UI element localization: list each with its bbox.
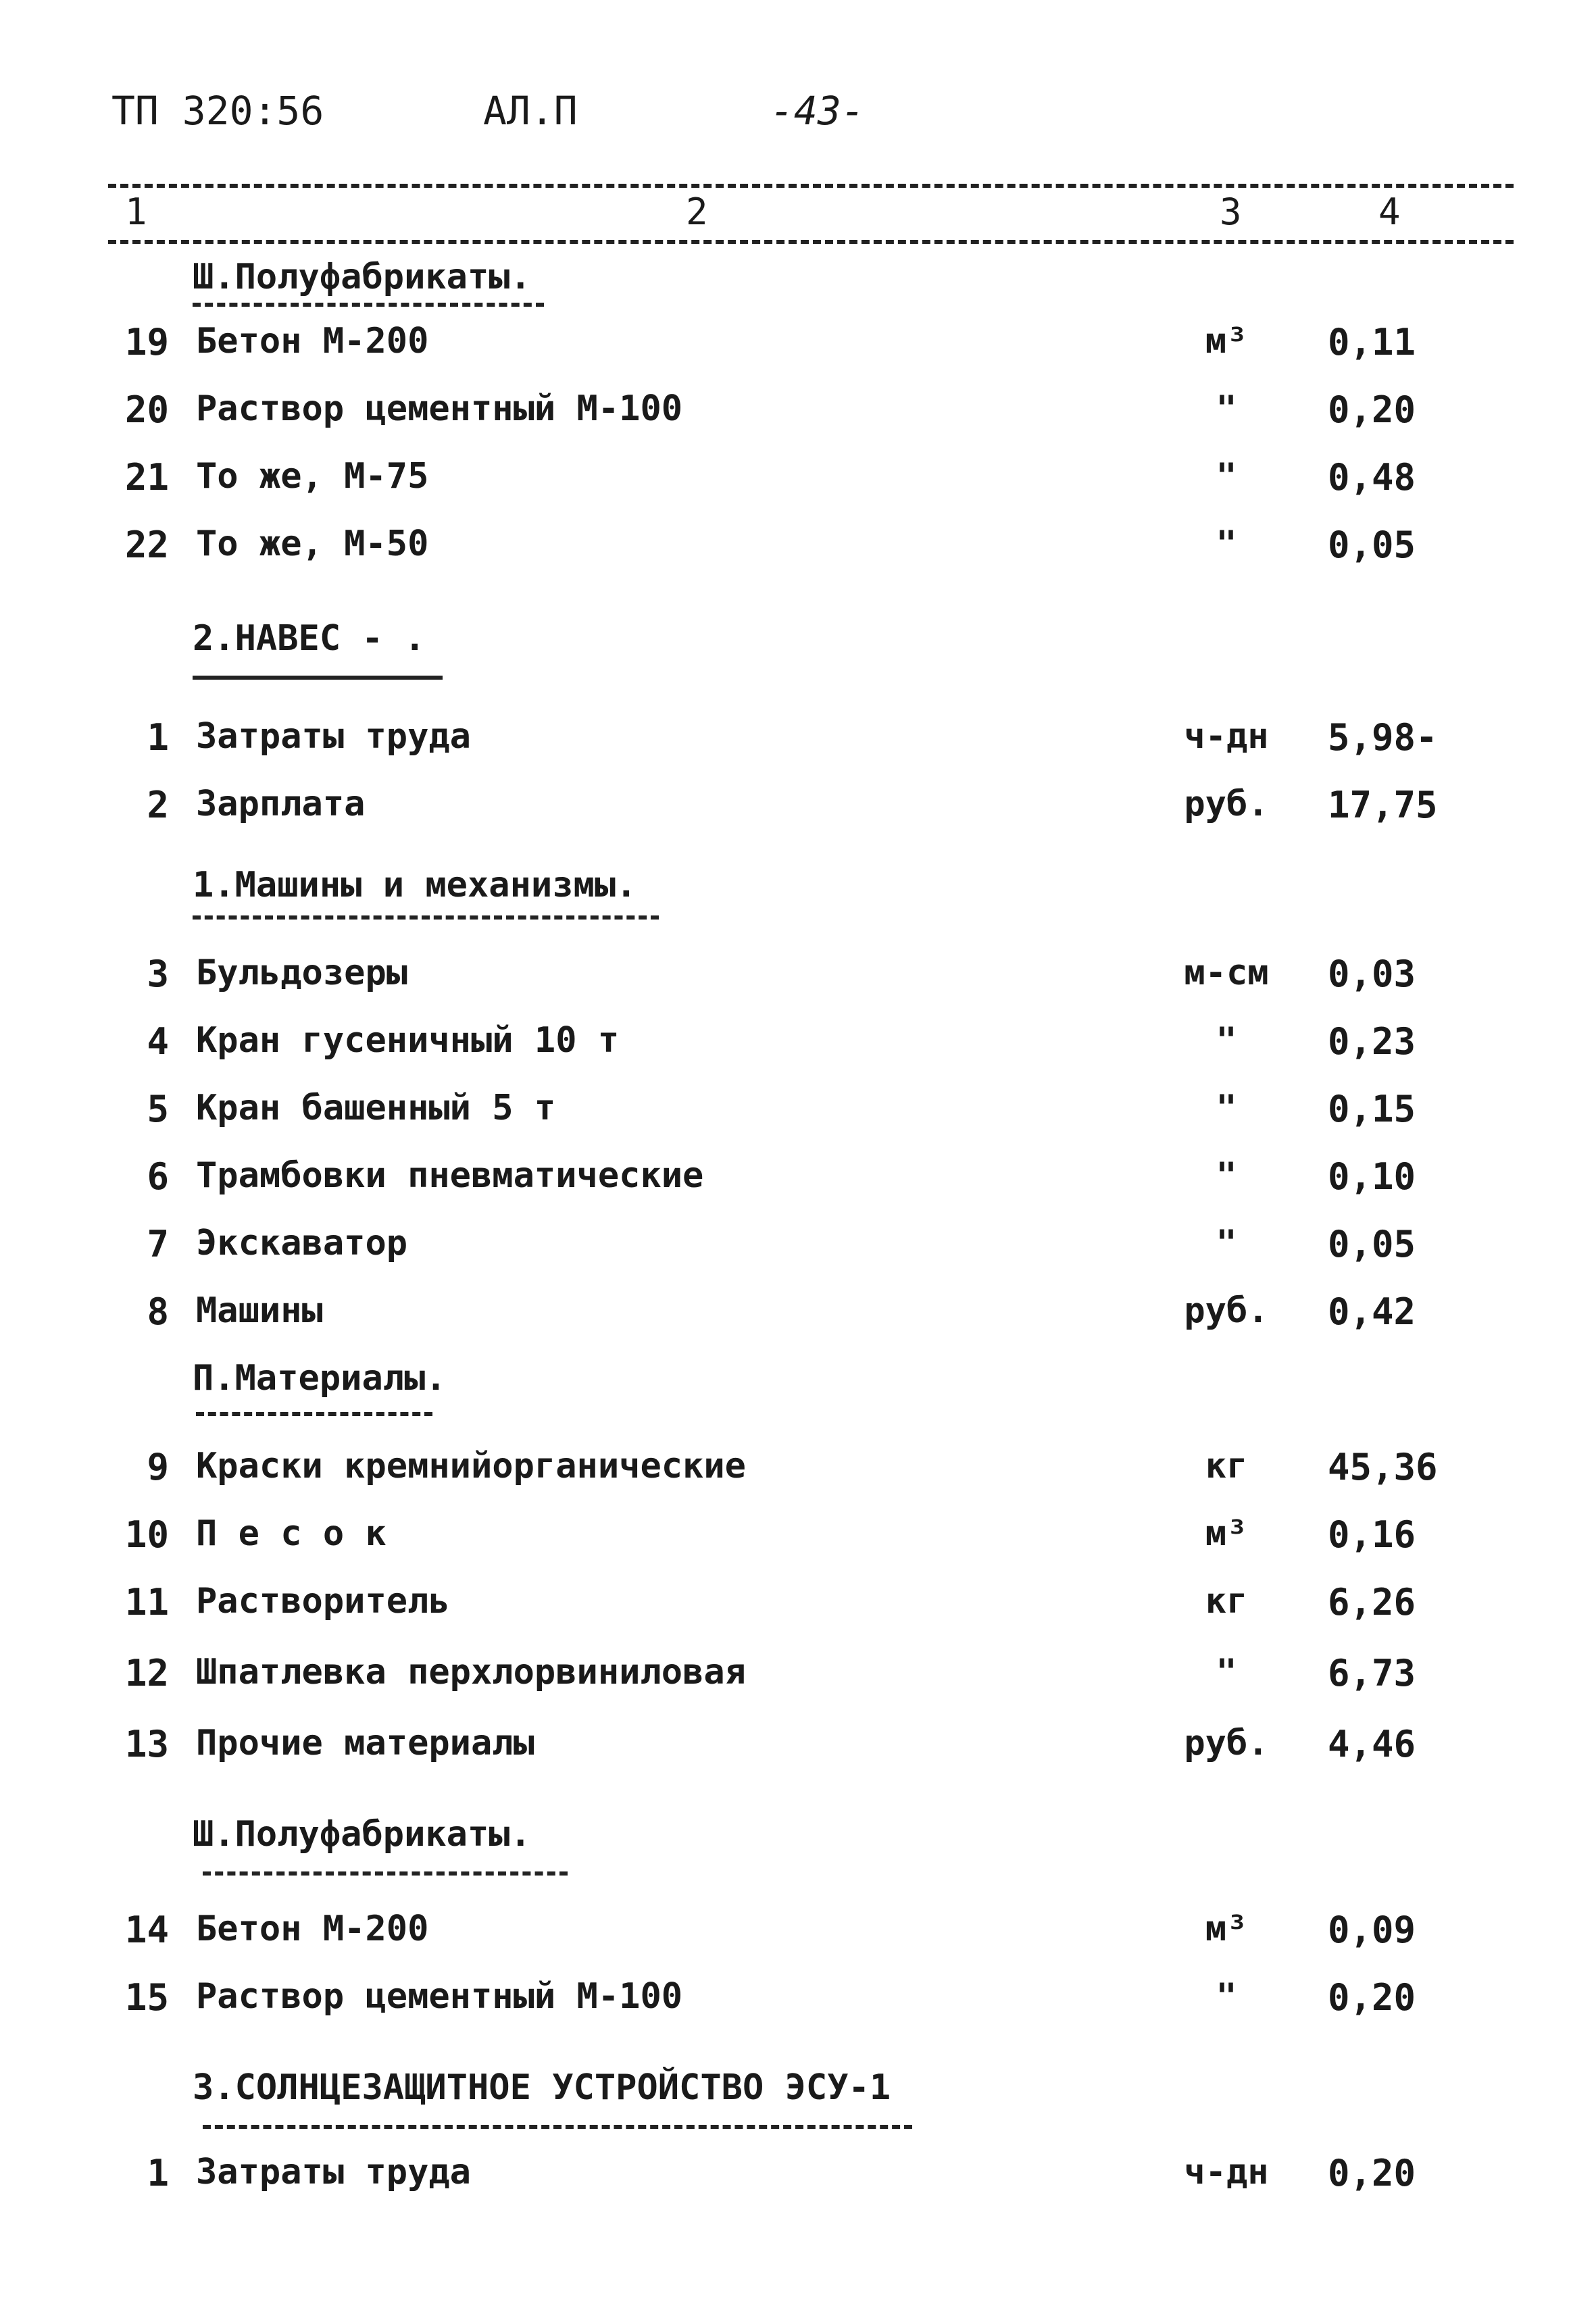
row-unit: " <box>1216 1223 1237 1263</box>
row-number: 11 <box>124 1581 169 1624</box>
row-name: Трамбовки пневматические <box>196 1155 704 1196</box>
row-name: Бетон М-200 <box>196 321 429 361</box>
row-name: Кран гусеничный 10 т <box>196 1020 620 1061</box>
row-number: 8 <box>147 1290 169 1333</box>
row-unit: руб. <box>1184 1723 1269 1763</box>
row-unit: " <box>1216 1020 1237 1061</box>
row-value: 45,36 <box>1328 1446 1438 1488</box>
row-unit: м³ <box>1205 1909 1248 1949</box>
row-value: 0,05 <box>1328 1223 1416 1265</box>
section-title: Ш.Полуфабрикаты. <box>193 257 531 297</box>
row-name: Экскаватор <box>196 1223 408 1263</box>
section-title: 2.НАВЕС - . <box>193 618 426 659</box>
section-underline <box>196 1412 432 1416</box>
row-number: 2 <box>147 784 169 826</box>
row-value: 0,20 <box>1328 1976 1416 2019</box>
row-value: 0,20 <box>1328 388 1416 431</box>
row-value: 0,23 <box>1328 1020 1416 1063</box>
row-number: 12 <box>124 1652 169 1694</box>
row-unit: руб. <box>1184 1290 1269 1331</box>
row-unit: " <box>1216 456 1237 497</box>
row-unit: ч-дн <box>1184 2152 1269 2192</box>
section-underline <box>203 1871 568 1876</box>
table-row <box>0 524 1596 578</box>
row-value: 6,73 <box>1328 1652 1416 1694</box>
row-unit: " <box>1216 1088 1237 1128</box>
row-number: 9 <box>147 1446 169 1488</box>
row-value: 0,11 <box>1328 321 1416 363</box>
table-row <box>0 2152 1596 2206</box>
table-row <box>0 1155 1596 1209</box>
row-number: 19 <box>124 321 169 363</box>
section-underline <box>193 915 659 920</box>
table-header-rule <box>108 240 1514 244</box>
row-name: Шпатлевка перхлорвиниловая <box>196 1652 746 1692</box>
row-value: 0,20 <box>1328 2152 1416 2194</box>
page-number: -43- <box>770 88 865 134</box>
row-name: Растворитель <box>196 1581 450 1621</box>
row-name: Краски кремнийорганические <box>196 1446 746 1486</box>
section-title: П.Материалы. <box>193 1358 447 1399</box>
row-name: Затраты труда <box>196 2152 471 2192</box>
row-name: Раствор цементный М-100 <box>196 1976 683 2017</box>
row-number: 20 <box>124 388 169 431</box>
row-unit: " <box>1216 524 1237 564</box>
row-number: 4 <box>147 1020 169 1063</box>
row-number: 13 <box>124 1723 169 1765</box>
table-row <box>0 1513 1596 1567</box>
row-number: 7 <box>147 1223 169 1265</box>
row-number: 22 <box>124 524 169 566</box>
table-row <box>0 1723 1596 1777</box>
table-row <box>0 1652 1596 1706</box>
row-value: 0,48 <box>1328 456 1416 499</box>
column-header-3: 3 <box>1220 191 1242 233</box>
row-unit: м³ <box>1205 321 1248 361</box>
table-top-rule <box>108 184 1514 188</box>
section-title: 1.Машины и механизмы. <box>193 865 637 905</box>
section-underline <box>203 2125 912 2129</box>
row-value: 0,15 <box>1328 1088 1416 1130</box>
column-header-4: 4 <box>1378 191 1401 233</box>
table-row <box>0 1581 1596 1635</box>
row-number: 14 <box>124 1909 169 1951</box>
table-row <box>0 716 1596 770</box>
table-row <box>0 1976 1596 2030</box>
table-row <box>0 1020 1596 1074</box>
row-unit: м-см <box>1184 953 1269 993</box>
row-name: Прочие материалы <box>196 1723 534 1763</box>
row-unit: руб. <box>1184 784 1269 824</box>
column-header-1: 1 <box>125 191 147 233</box>
row-value: 0,16 <box>1328 1513 1416 1556</box>
row-number: 6 <box>147 1155 169 1198</box>
row-value: 0,09 <box>1328 1909 1416 1951</box>
row-name: То же, М-50 <box>196 524 429 564</box>
row-number: 10 <box>124 1513 169 1556</box>
row-value: 4,46 <box>1328 1723 1416 1765</box>
row-value: 6,26 <box>1328 1581 1416 1624</box>
document-code: ТП 320:56 <box>111 88 324 134</box>
row-unit: ч-дн <box>1184 716 1269 757</box>
table-row <box>0 1909 1596 1963</box>
table-row <box>0 1446 1596 1500</box>
row-value: 0,10 <box>1328 1155 1416 1198</box>
row-value: 0,03 <box>1328 953 1416 995</box>
table-row <box>0 1223 1596 1277</box>
row-name: Раствор цементный М-100 <box>196 388 683 429</box>
row-number: 1 <box>147 2152 169 2194</box>
row-name: Зарплата <box>196 784 366 824</box>
row-unit: " <box>1216 388 1237 429</box>
table-row <box>0 784 1596 838</box>
row-name: Бульдозеры <box>196 953 408 993</box>
row-unit: м³ <box>1205 1513 1248 1554</box>
row-value: 0,05 <box>1328 524 1416 566</box>
row-unit: " <box>1216 1155 1237 1196</box>
row-value: 0,42 <box>1328 1290 1416 1333</box>
column-header-2: 2 <box>686 191 708 233</box>
section-title: Ш.Полуфабрикаты. <box>193 1814 531 1855</box>
table-row <box>0 1088 1596 1142</box>
table-row <box>0 321 1596 375</box>
row-unit: " <box>1216 1652 1237 1692</box>
row-name: Затраты труда <box>196 716 471 757</box>
row-value: 17,75 <box>1328 784 1438 826</box>
row-value: 5,98- <box>1328 716 1438 759</box>
row-unit: " <box>1216 1976 1237 2017</box>
row-number: 21 <box>124 456 169 499</box>
album-code: АЛ.П <box>483 88 578 134</box>
row-name: П е с о к <box>196 1513 386 1554</box>
row-name: Бетон М-200 <box>196 1909 429 1949</box>
row-number: 1 <box>147 716 169 759</box>
section-title: 3.СОЛНЦЕЗАЩИТНОЕ УСТРОЙСТВО ЭСУ-1 <box>193 2067 891 2108</box>
row-name: Кран башенный 5 т <box>196 1088 556 1128</box>
row-name: Машины <box>196 1290 323 1331</box>
row-unit: кг <box>1205 1581 1248 1621</box>
table-row <box>0 1290 1596 1344</box>
row-number: 3 <box>147 953 169 995</box>
table-row <box>0 953 1596 1007</box>
row-name: То же, М-75 <box>196 456 429 497</box>
row-unit: кг <box>1205 1446 1248 1486</box>
row-number: 15 <box>124 1976 169 2019</box>
section-underline <box>193 676 443 680</box>
table-row <box>0 456 1596 510</box>
section-underline <box>193 303 544 307</box>
table-row <box>0 388 1596 443</box>
row-number: 5 <box>147 1088 169 1130</box>
